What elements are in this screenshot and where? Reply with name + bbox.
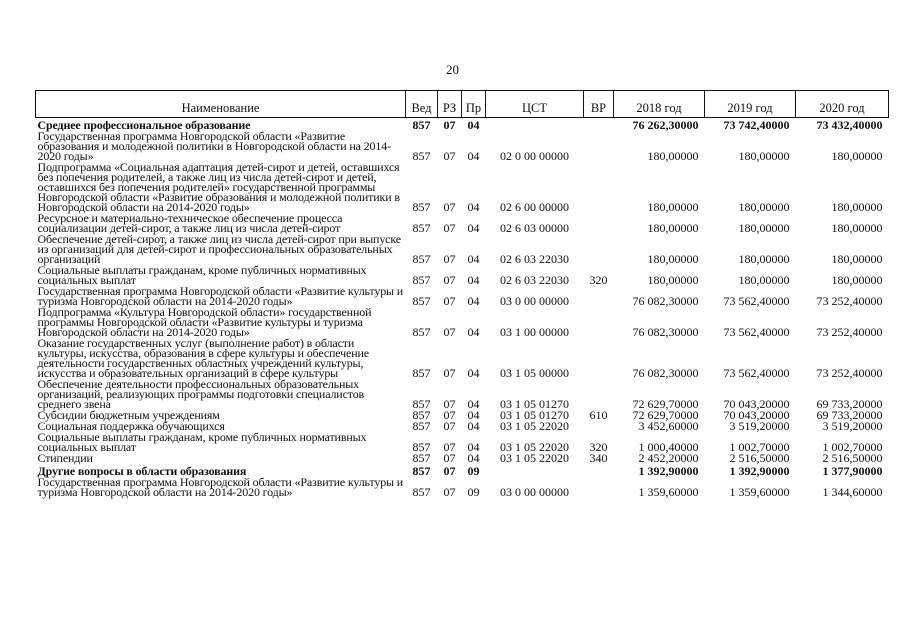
row-ved: 857 <box>412 273 431 287</box>
row-ved: 857 <box>412 464 431 478</box>
row-ved: 857 <box>412 451 431 465</box>
row-value-2018: 180,00000 <box>647 149 699 163</box>
row-value-2019: 1 002,70000 <box>729 440 790 454</box>
row-value-2018: 1 000,40000 <box>638 440 699 454</box>
row-value-2018: 3 452,60000 <box>638 419 699 433</box>
row-value-2020: 2 516,50000 <box>822 451 883 465</box>
row-vr <box>584 213 614 234</box>
row-rz: 07 <box>443 419 456 433</box>
row-value-2020: 180,00000 <box>831 221 883 235</box>
row-value-2018: 2 452,20000 <box>638 451 699 465</box>
row-pr: 04 <box>467 252 480 266</box>
row-value-2020: 180,00000 <box>831 273 883 287</box>
row-rz: 07 <box>443 485 456 499</box>
row-cst: 03 0 00 00000 <box>500 294 569 308</box>
row-name: Подпрограмма «Культура Новгородской области» государственной программы Новгородской области «Развитие культуры и туризма Новгородской области на 2014-2020 годы» <box>37 305 372 339</box>
row-rz: 07 <box>443 294 456 308</box>
row-rz: 07 <box>443 200 456 214</box>
column-header-2018: 2018 год <box>614 91 705 118</box>
row-rz: 07 <box>443 325 456 339</box>
row-rz: 07 <box>443 397 456 411</box>
row-value-2020: 1 377,90000 <box>822 464 883 478</box>
row-ved: 857 <box>412 440 431 454</box>
row-vr <box>584 464 614 477</box>
row-vr <box>584 307 614 338</box>
row-cst: 03 1 00 00000 <box>500 325 569 339</box>
table-header-row <box>36 91 889 118</box>
row-rz: 07 <box>443 221 456 235</box>
row-value-2018: 76 262,30000 <box>632 118 699 132</box>
table-row <box>36 338 889 379</box>
row-value-2019: 180,00000 <box>738 221 790 235</box>
row-vr: 340 <box>589 451 608 465</box>
row-vr <box>584 118 614 132</box>
table-row <box>36 286 889 307</box>
row-name: Обеспечение деятельности профессиональных образовательных организаций, реализующих программы подготовки специалистов среднего звена <box>37 377 365 411</box>
row-value-2019: 2 516,50000 <box>729 451 790 465</box>
row-pr: 04 <box>467 397 480 411</box>
row-value-2019: 180,00000 <box>738 149 790 163</box>
column-header-2020: 2020 год <box>796 91 889 118</box>
row-rz: 07 <box>443 118 456 132</box>
row-value-2020: 69 733,20000 <box>816 408 883 422</box>
row-rz: 07 <box>443 464 456 478</box>
row-name: Ресурсное и материально-техническое обеспечение процесса социализации детей-сирот, а также лиц из числа детей-сирот <box>37 211 343 235</box>
table-row <box>36 213 889 234</box>
table-row <box>36 131 889 162</box>
row-value-2018: 1 359,60000 <box>638 485 699 499</box>
row-pr: 09 <box>467 485 480 499</box>
row-value-2018: 76 082,30000 <box>632 325 699 339</box>
row-ved: 857 <box>412 485 431 499</box>
row-name: Социальная поддержка обучающихся <box>37 419 225 433</box>
row-cst: 03 1 05 01270 <box>500 397 569 411</box>
column-header-vr: ВР <box>584 91 614 118</box>
row-cst: 02 6 03 22030 <box>500 252 569 266</box>
column-header-rz: РЗ <box>438 91 462 118</box>
row-rz: 07 <box>443 366 456 380</box>
row-cst: 03 1 05 22020 <box>500 440 569 454</box>
row-cst: 03 0 00 00000 <box>500 485 569 499</box>
row-value-2019: 73 562,40000 <box>723 366 790 380</box>
row-pr: 04 <box>467 294 480 308</box>
row-value-2020: 180,00000 <box>831 252 883 266</box>
row-value-2019: 70 043,20000 <box>723 408 790 422</box>
row-ved: 857 <box>412 366 431 380</box>
row-vr <box>584 286 614 307</box>
row-value-2018: 180,00000 <box>647 221 699 235</box>
row-name: Другие вопросы в области образования <box>37 464 247 478</box>
row-vr <box>584 477 614 498</box>
row-vr <box>584 421 614 432</box>
row-value-2018: 1 392,90000 <box>638 464 699 478</box>
table-row <box>36 432 889 453</box>
row-ved: 857 <box>412 118 431 132</box>
row-name: Стипендии <box>37 451 93 465</box>
row-rz: 07 <box>443 149 456 163</box>
budget-table <box>35 90 889 498</box>
row-cst: 02 6 03 22030 <box>500 273 569 287</box>
row-ved: 857 <box>412 419 431 433</box>
row-pr: 04 <box>467 408 480 422</box>
row-value-2020: 73 252,40000 <box>816 366 883 380</box>
row-name: Государственная программа Новгородской области «Развитие культуры и туризма Новгородской области на 2014-2020 годы» <box>37 284 404 308</box>
row-value-2018: 76 082,30000 <box>632 294 699 308</box>
row-value-2019: 1 392,90000 <box>729 464 790 478</box>
row-value-2019: 73 562,40000 <box>723 294 790 308</box>
row-vr <box>584 131 614 162</box>
row-cst: 03 1 05 01270 <box>500 408 569 422</box>
budget-table-container <box>35 90 888 498</box>
row-value-2018: 180,00000 <box>647 252 699 266</box>
row-rz: 07 <box>443 252 456 266</box>
row-value-2020: 1 002,70000 <box>822 440 883 454</box>
row-value-2018: 180,00000 <box>647 200 699 214</box>
row-pr: 04 <box>467 149 480 163</box>
row-value-2020: 3 519,20000 <box>822 419 883 433</box>
table-row <box>36 477 889 498</box>
row-name: Государственная программа Новгородской области «Развитие образования и молодежной политики в Новгородской области на 2014-2020 годы» <box>37 129 391 163</box>
row-ved: 857 <box>412 221 431 235</box>
row-value-2020: 73 432,40000 <box>816 118 883 132</box>
row-pr: 04 <box>467 419 480 433</box>
row-name: Подпрограмма «Социальная адаптация детей-сирот и детей, оставшихся без попечения родителей, а также лиц из числа детей-сирот и детей, оставшихся без попечения родителей» государственной программы Новгородской области «Развитие образования и молодежной политики в Новгородской области на 2014-2020 годы» <box>37 160 400 214</box>
row-value-2020: 69 733,20000 <box>816 397 883 411</box>
row-cst: 03 1 05 00000 <box>500 366 569 380</box>
row-pr: 09 <box>467 464 480 478</box>
row-ved: 857 <box>412 397 431 411</box>
table-row <box>36 453 889 464</box>
row-cst <box>486 464 584 477</box>
row-vr: 320 <box>589 440 608 454</box>
row-name: Среднее профессиональное образование <box>37 118 251 132</box>
row-vr: 610 <box>589 408 608 422</box>
column-header-pr: Пр <box>462 91 486 118</box>
page-number: 20 <box>446 62 459 77</box>
row-name: Обеспечение детей-сирот, а также лиц из числа детей-сирот при выпуске из организаций для детей-сирот и профессиональных образовательных организаций <box>37 232 401 266</box>
row-cst <box>486 118 584 132</box>
table-row <box>36 307 889 338</box>
row-name: Субсидии бюджетным учреждениям <box>37 408 220 422</box>
row-name: Оказание государственных услуг (выполнение работ) в области культуры, искусства, образования в сфере культуры и обеспечение деятельности государственных областных учреждений культуры, искусства и образовательных организаций в сфере культуры <box>37 336 369 380</box>
row-value-2020: 180,00000 <box>831 200 883 214</box>
row-vr <box>584 234 614 265</box>
row-value-2018: 180,00000 <box>647 273 699 287</box>
row-value-2020: 73 252,40000 <box>816 325 883 339</box>
column-header-cst: ЦСТ <box>486 91 584 118</box>
row-value-2019: 1 359,60000 <box>729 485 790 499</box>
row-pr: 04 <box>467 221 480 235</box>
row-name: Социальные выплаты гражданам, кроме публичных нормативных социальных выплат <box>37 263 367 287</box>
row-pr: 04 <box>467 440 480 454</box>
table-row <box>36 234 889 265</box>
row-pr: 04 <box>467 200 480 214</box>
row-ved: 857 <box>412 252 431 266</box>
table-row <box>36 265 889 286</box>
row-vr <box>584 379 614 410</box>
column-header-2019: 2019 год <box>705 91 796 118</box>
row-value-2018: 76 082,30000 <box>632 366 699 380</box>
row-rz: 07 <box>443 408 456 422</box>
row-ved: 857 <box>412 200 431 214</box>
row-pr: 04 <box>467 118 480 132</box>
row-vr <box>584 162 614 213</box>
row-cst: 02 0 00 00000 <box>500 149 569 163</box>
row-value-2019: 70 043,20000 <box>723 397 790 411</box>
row-value-2018: 72 629,70000 <box>632 408 699 422</box>
row-value-2018: 72 629,70000 <box>632 397 699 411</box>
row-value-2020: 1 344,60000 <box>822 485 883 499</box>
row-value-2019: 180,00000 <box>738 200 790 214</box>
row-vr <box>584 338 614 379</box>
row-rz: 07 <box>443 440 456 454</box>
table-body <box>36 118 889 499</box>
row-cst: 02 6 00 00000 <box>500 200 569 214</box>
row-ved: 857 <box>412 149 431 163</box>
row-value-2019: 180,00000 <box>738 252 790 266</box>
row-name: Социальные выплаты гражданам, кроме публичных нормативных социальных выплат <box>37 430 367 454</box>
row-pr: 04 <box>467 273 480 287</box>
row-cst: 03 1 05 22020 <box>500 419 569 433</box>
row-value-2019: 3 519,20000 <box>729 419 790 433</box>
row-value-2020: 180,00000 <box>831 149 883 163</box>
column-header-name: Наименование <box>36 91 406 118</box>
row-value-2019: 180,00000 <box>738 273 790 287</box>
row-vr: 320 <box>589 273 608 287</box>
row-ved: 857 <box>412 408 431 422</box>
row-cst: 02 6 03 00000 <box>500 221 569 235</box>
row-pr: 04 <box>467 366 480 380</box>
row-rz: 07 <box>443 273 456 287</box>
row-rz: 07 <box>443 451 456 465</box>
row-value-2019: 73 562,40000 <box>723 325 790 339</box>
table-row <box>36 162 889 213</box>
row-pr: 04 <box>467 325 480 339</box>
row-value-2020: 73 252,40000 <box>816 294 883 308</box>
row-cst: 03 1 05 22020 <box>500 451 569 465</box>
row-ved: 857 <box>412 294 431 308</box>
table-row <box>36 379 889 410</box>
row-ved: 857 <box>412 325 431 339</box>
column-header-ved: Вед <box>406 91 438 118</box>
row-value-2019: 73 742,40000 <box>723 118 790 132</box>
row-pr: 04 <box>467 451 480 465</box>
row-name: Государственная программа Новгородской области «Развитие культуры и туризма Новгородской области на 2014-2020 годы» <box>37 475 404 499</box>
